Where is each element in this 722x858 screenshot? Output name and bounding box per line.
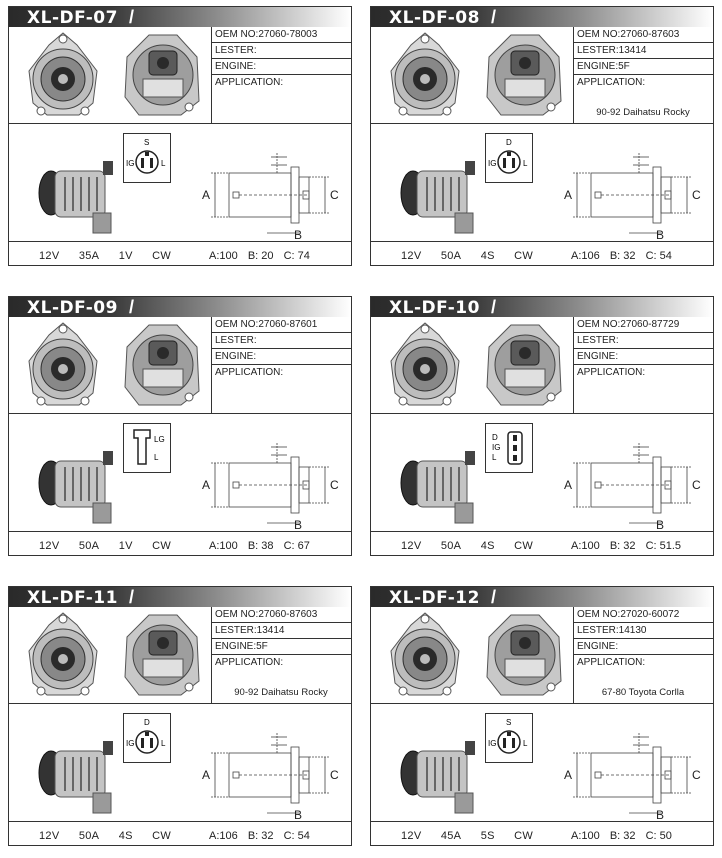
engine: ENGINE: xyxy=(211,59,351,75)
connector-plug-icon xyxy=(124,424,170,472)
dim-a-value: A:100 xyxy=(209,540,238,552)
plug-pin-label: L xyxy=(523,159,528,168)
dimension-values xyxy=(571,830,679,842)
dim-label-c: C xyxy=(330,478,339,492)
header-slash: / xyxy=(491,587,497,607)
engine: ENGINE:5F xyxy=(211,639,351,655)
amperage: 35A xyxy=(78,250,100,262)
alternator-side-photo xyxy=(395,737,487,817)
pulley-type: 4S xyxy=(480,540,495,552)
pulley-type: 4S xyxy=(118,830,133,842)
engine: ENGINE:5F xyxy=(573,59,713,75)
pulley-type: 5S xyxy=(480,830,495,842)
dim-label-b: B xyxy=(656,808,665,822)
dimension-diagram xyxy=(561,147,711,243)
plug-pin-label: D xyxy=(144,718,150,727)
dimension-diagram xyxy=(199,727,349,823)
alternator-rear-photo xyxy=(481,611,567,699)
application-text: 90-92 Daihatsu Rocky xyxy=(234,687,328,698)
part-number: XL-DF-09 xyxy=(27,298,118,318)
alternator-side-photo xyxy=(395,157,487,237)
oem-number: OEM NO:27060-87601 xyxy=(211,317,351,333)
connector-plug xyxy=(485,713,533,763)
dim-b-value: B: 38 xyxy=(247,540,274,552)
dim-a-value: A:106 xyxy=(209,830,238,842)
lester-number: LESTER:13414 xyxy=(573,43,713,59)
header-slash: / xyxy=(491,297,497,317)
alternator-side-photo xyxy=(33,447,125,527)
oem-number: OEM NO:27060-87603 xyxy=(573,27,713,43)
pulley-type: 1V xyxy=(118,250,133,262)
electrical-spec xyxy=(401,540,549,552)
engine: ENGINE: xyxy=(573,349,713,365)
dim-c-value: C: 50 xyxy=(645,830,672,842)
engine: ENGINE: xyxy=(573,639,713,655)
dimension-diagram xyxy=(199,147,349,243)
pulley-type: 1V xyxy=(118,540,133,552)
plug-pin-label: IG xyxy=(126,739,135,748)
application-label: APPLICATION: xyxy=(577,657,646,668)
dim-label-c: C xyxy=(692,478,701,492)
spec-table xyxy=(211,607,351,670)
application-label: APPLICATION: xyxy=(215,77,284,88)
dimension-diagram xyxy=(199,437,349,533)
plug-pin-label: L xyxy=(161,739,166,748)
dim-a-value: A:100 xyxy=(209,250,238,262)
card-header xyxy=(371,7,713,27)
spec-table xyxy=(573,27,713,90)
alternator-rear-photo xyxy=(119,611,205,699)
engine: ENGINE: xyxy=(211,349,351,365)
dim-label-a: A xyxy=(202,188,211,202)
rotation: CW xyxy=(514,540,534,552)
divider xyxy=(371,703,713,704)
dim-a-value: A:100 xyxy=(571,540,600,552)
plug-pin-label: IG xyxy=(126,159,135,168)
alternator-side-photo xyxy=(33,737,125,817)
oem-number: OEM NO:27060-87729 xyxy=(573,317,713,333)
dimension-diagram xyxy=(561,727,711,823)
product-card xyxy=(8,586,352,846)
dim-c-value: C: 54 xyxy=(645,250,672,262)
header-slash: / xyxy=(129,297,135,317)
dim-label-b: B xyxy=(656,518,665,532)
alternator-front-photo xyxy=(385,321,465,409)
product-card xyxy=(370,296,714,556)
dim-a-value: A:106 xyxy=(571,250,600,262)
dimension-values xyxy=(571,540,688,552)
plug-pin-label: LG xyxy=(154,435,165,444)
product-card xyxy=(8,296,352,556)
product-card xyxy=(370,6,714,266)
alternator-front-photo xyxy=(385,611,465,699)
card-header xyxy=(9,7,351,27)
dim-label-a: A xyxy=(202,768,211,782)
header-slash: / xyxy=(129,587,135,607)
spec-table xyxy=(573,607,713,670)
application-label: APPLICATION: xyxy=(215,367,284,378)
application-label: APPLICATION: xyxy=(215,657,284,668)
card-header xyxy=(9,587,351,607)
plug-pin-label: D xyxy=(506,138,512,147)
connector-plug-icon xyxy=(124,714,170,762)
voltage: 12V xyxy=(401,540,422,552)
alternator-rear-photo xyxy=(119,31,205,119)
voltage: 12V xyxy=(401,250,422,262)
dim-label-a: A xyxy=(564,478,573,492)
part-number: XL-DF-12 xyxy=(389,588,480,608)
dimension-values xyxy=(209,540,317,552)
dim-label-b: B xyxy=(294,518,303,532)
dim-b-value: B: 32 xyxy=(609,830,636,842)
rotation: CW xyxy=(514,250,534,262)
plug-pin-label: IG xyxy=(488,159,497,168)
lester-number: LESTER: xyxy=(573,333,713,349)
spec-table xyxy=(573,317,713,380)
dim-c-value: C: 67 xyxy=(283,540,310,552)
lester-number: LESTER:14130 xyxy=(573,623,713,639)
oem-number: OEM NO:27060-87603 xyxy=(211,607,351,623)
dimension-values xyxy=(571,250,679,262)
dim-label-a: A xyxy=(564,188,573,202)
application-label: APPLICATION: xyxy=(577,367,646,378)
oem-number: OEM NO:27020-60072 xyxy=(573,607,713,623)
voltage: 12V xyxy=(39,830,60,842)
oem-number: OEM NO:27060-78003 xyxy=(211,27,351,43)
alternator-front-photo xyxy=(385,31,465,119)
header-slash: / xyxy=(129,7,135,27)
alternator-side-photo xyxy=(33,157,125,237)
card-header xyxy=(371,297,713,317)
electrical-spec xyxy=(39,830,187,842)
connector-plug-icon xyxy=(124,134,170,182)
dim-label-b: B xyxy=(294,808,303,822)
divider xyxy=(371,123,713,124)
dim-label-c: C xyxy=(330,188,339,202)
alternator-front-photo xyxy=(23,611,103,699)
plug-pin-label: L xyxy=(523,739,528,748)
lester-number: LESTER: xyxy=(211,43,351,59)
amperage: 45A xyxy=(440,830,462,842)
alternator-side-photo xyxy=(395,447,487,527)
plug-pin-label: S xyxy=(144,138,150,147)
rotation: CW xyxy=(152,250,172,262)
connector-plug-icon xyxy=(486,714,532,762)
divider xyxy=(9,123,351,124)
header-slash: / xyxy=(491,7,497,27)
dim-label-c: C xyxy=(692,188,701,202)
voltage: 12V xyxy=(401,830,422,842)
rotation: CW xyxy=(152,540,172,552)
dim-b-value: B: 32 xyxy=(247,830,274,842)
alternator-rear-photo xyxy=(481,31,567,119)
dimension-diagram xyxy=(561,437,711,533)
application-text: 67-80 Toyota Corlla xyxy=(601,687,685,698)
part-number: XL-DF-08 xyxy=(389,8,480,28)
voltage: 12V xyxy=(39,250,60,262)
divider xyxy=(9,413,351,414)
product-card xyxy=(8,6,352,266)
alternator-front-photo xyxy=(23,321,103,409)
alternator-front-photo xyxy=(23,31,103,119)
plug-pin-label: L xyxy=(154,453,159,462)
lester-number: LESTER:13414 xyxy=(211,623,351,639)
voltage: 12V xyxy=(39,540,60,552)
dim-b-value: B: 32 xyxy=(609,540,636,552)
divider xyxy=(9,703,351,704)
plug-pin-label: IG xyxy=(492,443,501,452)
alternator-rear-photo xyxy=(119,321,205,409)
amperage: 50A xyxy=(440,540,462,552)
plug-pin-label: S xyxy=(506,718,512,727)
dimension-values xyxy=(209,250,317,262)
dim-label-c: C xyxy=(692,768,701,782)
amperage: 50A xyxy=(78,830,100,842)
connector-plug-icon xyxy=(486,424,532,472)
dim-c-value: C: 54 xyxy=(283,830,310,842)
connector-plug xyxy=(485,423,533,473)
application-label: APPLICATION: xyxy=(577,77,646,88)
dim-b-value: B: 32 xyxy=(609,250,636,262)
divider xyxy=(371,413,713,414)
dim-a-value: A:100 xyxy=(571,830,600,842)
plug-pin-label: L xyxy=(492,453,497,462)
pulley-type: 4S xyxy=(480,250,495,262)
dim-label-b: B xyxy=(294,228,303,242)
amperage: 50A xyxy=(440,250,462,262)
part-number: XL-DF-11 xyxy=(27,588,118,608)
electrical-spec xyxy=(39,250,187,262)
plug-pin-label: L xyxy=(161,159,166,168)
product-card xyxy=(370,586,714,846)
spec-table xyxy=(211,317,351,380)
dimension-values xyxy=(209,830,317,842)
connector-plug-icon xyxy=(486,134,532,182)
connector-plug xyxy=(123,133,171,183)
connector-plug xyxy=(123,423,171,473)
dim-b-value: B: 20 xyxy=(247,250,274,262)
dim-label-b: B xyxy=(656,228,665,242)
alternator-rear-photo xyxy=(481,321,567,409)
rotation: CW xyxy=(514,830,534,842)
dim-c-value: C: 74 xyxy=(283,250,310,262)
plug-pin-label: D xyxy=(492,433,498,442)
dim-label-a: A xyxy=(202,478,211,492)
application-text: 90-92 Daihatsu Rocky xyxy=(596,107,690,118)
electrical-spec xyxy=(39,540,187,552)
electrical-spec xyxy=(401,830,549,842)
connector-plug xyxy=(485,133,533,183)
card-header xyxy=(371,587,713,607)
rotation: CW xyxy=(152,830,172,842)
amperage: 50A xyxy=(78,540,100,552)
connector-plug xyxy=(123,713,171,763)
card-header xyxy=(9,297,351,317)
plug-pin-label: IG xyxy=(488,739,497,748)
dim-c-value: C: 51.5 xyxy=(645,540,682,552)
lester-number: LESTER: xyxy=(211,333,351,349)
dim-label-c: C xyxy=(330,768,339,782)
part-number: XL-DF-10 xyxy=(389,298,480,318)
electrical-spec xyxy=(401,250,549,262)
dim-label-a: A xyxy=(564,768,573,782)
part-number: XL-DF-07 xyxy=(27,8,118,28)
spec-table xyxy=(211,27,351,90)
